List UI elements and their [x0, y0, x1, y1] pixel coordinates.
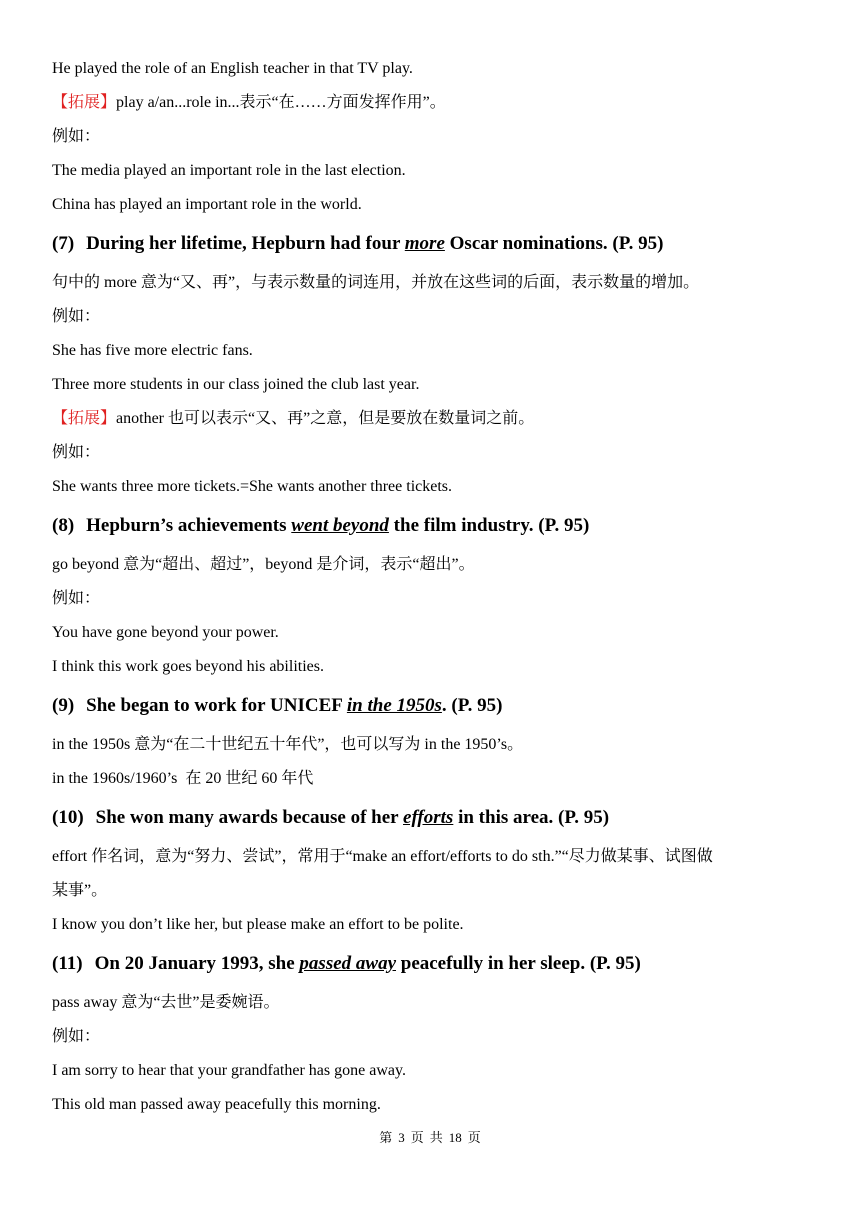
extension-note	[52, 92, 820, 114]
footer-total-pages: 18	[448, 1130, 462, 1145]
heading-text: Hepburn’s achievements	[86, 515, 292, 536]
heading-text-end: the film industry. (P. 95)	[388, 515, 590, 536]
heading-key-phrase: went beyond	[291, 515, 389, 536]
heading-key-phrase: passed away	[299, 953, 396, 974]
section-heading	[52, 952, 820, 976]
extension-tag: 【拓展】	[52, 94, 117, 111]
heading-text-end: in this area. (P. 95)	[453, 807, 610, 828]
footer-prefix: 第	[379, 1130, 393, 1145]
text-line: You have gone beyond your power.	[52, 624, 279, 641]
heading-number: (10)	[52, 807, 84, 828]
section-heading	[52, 232, 820, 256]
footer-total-word: 页	[467, 1130, 481, 1145]
text-line: effort 作名词，意为“努力、尝试”，常用于“make an effort/efforts to do sth.”“尽力做某事、试图做	[52, 848, 713, 865]
text-line: 例如：	[52, 1028, 101, 1045]
text-line: I know you don’t like her, but please make an effort to be polite.	[52, 916, 464, 933]
text-line: I think this work goes beyond his abilities.	[52, 658, 324, 675]
text-line: She has five more electric fans.	[52, 342, 253, 359]
text-line: pass away 意为“去世”是委婉语。	[52, 994, 280, 1011]
text-line: She wants three more tickets.=She wants another three tickets.	[52, 478, 453, 495]
heading-key-phrase: in the 1950s	[346, 695, 442, 716]
extension-note	[52, 408, 820, 430]
heading-number: (7)	[52, 233, 75, 254]
footer-page-number: 3	[398, 1130, 405, 1145]
text-line: 例如：	[52, 308, 101, 325]
extension-tag: 【拓展】	[52, 410, 117, 427]
heading-text: On 20 January 1993, she	[94, 953, 300, 974]
footer-total-prefix: 共	[429, 1130, 443, 1145]
heading-text: During her lifetime, Hepburn had four	[86, 233, 405, 254]
text-line: He played the role of an English teacher in that TV play.	[52, 60, 413, 77]
heading-text-end: . (P. 95)	[441, 695, 503, 716]
text-line: I am sorry to hear that your grandfather has gone away.	[52, 1062, 406, 1079]
text-line: 例如：	[52, 590, 101, 607]
text-line: go beyond 意为“超出、超过”，beyond 是介词，表示“超出”。	[52, 556, 475, 573]
heading-number: (8)	[52, 515, 75, 536]
section-heading	[52, 806, 820, 830]
footer-page-word: 页	[410, 1130, 424, 1145]
heading-key-phrase: more	[404, 233, 445, 254]
text-line: 例如：	[52, 444, 101, 461]
text-line: China has played an important role in the world.	[52, 196, 362, 213]
section-heading	[52, 514, 820, 538]
heading-number: (9)	[52, 695, 75, 716]
heading-text: She won many awards because of her	[95, 807, 404, 828]
text-line: 例如：	[52, 128, 101, 145]
heading-text: She began to work for UNICEF	[86, 695, 347, 716]
heading-text-end: Oscar nominations. (P. 95)	[444, 233, 664, 254]
text-line: 句中的 more 意为“又、再”，与表示数量的词连用，并放在这些词的后面，表示数量的增加。	[52, 274, 700, 291]
heading-number: (11)	[52, 953, 83, 974]
text-line: This old man passed away peacefully this morning.	[52, 1096, 381, 1113]
text-line: 某事”。	[52, 882, 108, 899]
section-heading	[52, 694, 820, 718]
extension-text: another 也可以表示“又、再”之意，但是要放在数量词之前。	[116, 410, 535, 427]
heading-text-end: peacefully in her sleep. (P. 95)	[396, 953, 641, 974]
page-footer	[0, 1129, 860, 1147]
extension-text: play a/an...role in...表示“在……方面发挥作用”。	[116, 94, 446, 111]
text-line: The media played an important role in the last election.	[52, 162, 406, 179]
text-line: in the 1950s 意为“在二十世纪五十年代”，也可以写为 in the 1950’s。	[52, 736, 524, 753]
text-line: Three more students in our class joined the club last year.	[52, 376, 420, 393]
heading-key-phrase: efforts	[403, 807, 454, 828]
text-line: in the 1960s/1960’s 在 20 世纪 60 年代	[52, 770, 314, 787]
